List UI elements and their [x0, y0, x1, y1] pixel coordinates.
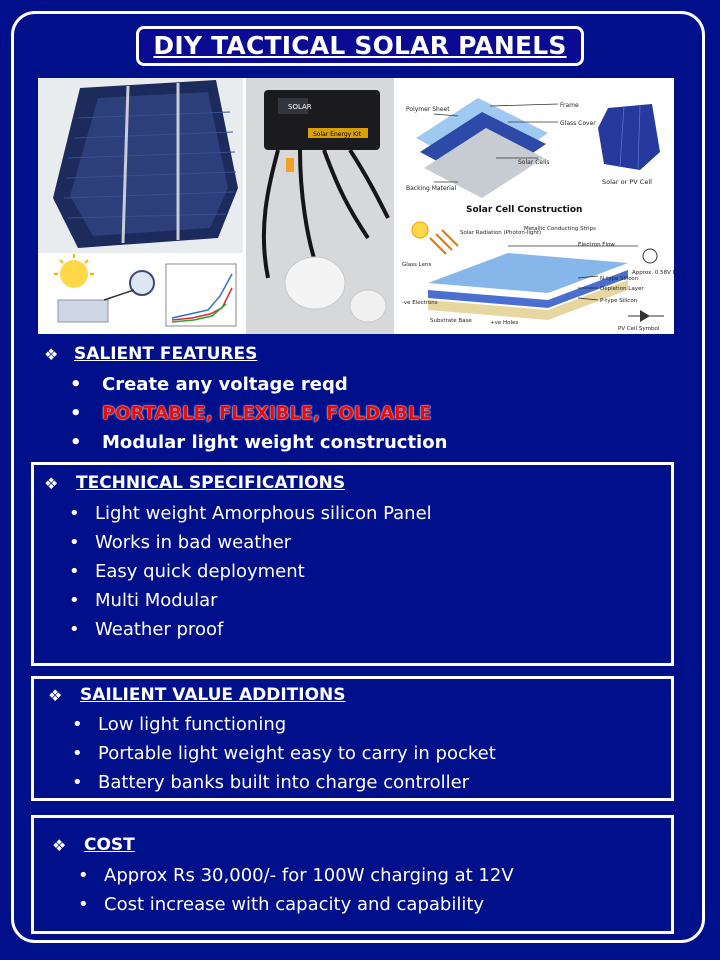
svg-text:Solar Cell Construction: Solar Cell Construction: [466, 205, 583, 215]
cost-list: [78, 861, 514, 919]
svg-text:+ve Holes: +ve Holes: [490, 320, 519, 326]
list-item: • Weather proof: [95, 615, 432, 644]
bullet-icon: •: [69, 590, 80, 611]
list-item: • Approx Rs 30,000/- for 100W charging at 12V: [104, 861, 514, 890]
bullet-icon: •: [69, 619, 80, 640]
solar-panel-layers-diagram: [398, 78, 674, 218]
svg-text:PV Cell Symbol: PV Cell Symbol: [618, 326, 660, 332]
value-additions-list: [72, 710, 496, 797]
list-item: • Low light functioning: [98, 710, 496, 739]
slide-title: DIY TACTICAL SOLAR PANELS: [136, 26, 584, 66]
diamond-bullet-icon: ❖: [44, 474, 59, 493]
technical-specifications-box: [31, 462, 674, 666]
svg-text:Metallic Conducting Strips: Metallic Conducting Strips: [524, 226, 596, 232]
list-item: • Works in bad weather: [95, 528, 432, 557]
svg-text:Solar Radiation (Photon-light): Solar Radiation (Photon-light): [460, 230, 542, 236]
salient-features-list: [70, 370, 448, 457]
svg-text:Solar Energy Kit: Solar Energy Kit: [313, 131, 362, 138]
list-item: • Portable light weight easy to carry in pocket: [98, 739, 496, 768]
bullet-icon: •: [78, 894, 89, 915]
svg-text:Substrate Base: Substrate Base: [430, 318, 472, 324]
list-item: • PORTABLE, FLEXIBLE, FOLDABLE: [102, 399, 447, 428]
svg-text:Solar or PV Cell: Solar or PV Cell: [602, 178, 652, 186]
svg-text:-ve Electrons: -ve Electrons: [402, 300, 438, 306]
bullet-icon: •: [72, 772, 83, 793]
diamond-bullet-icon: ❖: [48, 686, 63, 705]
list-item: • Create any voltage reqd: [102, 370, 447, 399]
svg-text:Depletion Layer: Depletion Layer: [600, 286, 644, 292]
value-additions-heading: SAILIENT VALUE ADDITIONS: [80, 685, 346, 705]
value-additions-box: [31, 676, 674, 801]
svg-text:Solar Cells: Solar Cells: [518, 159, 550, 166]
solar-energy-kit-image: [246, 78, 394, 334]
cost-heading: COST: [84, 835, 135, 855]
list-item: • Easy quick deployment: [95, 557, 432, 586]
bullet-icon: •: [69, 561, 80, 582]
svg-text:Glass Cover: Glass Cover: [560, 120, 596, 127]
bullet-icon: •: [70, 432, 82, 453]
list-item: • Cost increase with capacity and capability: [104, 890, 514, 919]
salient-features-heading: SALIENT FEATURES: [74, 344, 258, 364]
bullet-icon: •: [69, 532, 80, 553]
list-item: • Modular light weight construction: [102, 428, 447, 457]
diamond-bullet-icon: ❖: [52, 836, 67, 855]
solar-experiment-diagram: [38, 253, 243, 334]
svg-text:Polymer Sheet: Polymer Sheet: [406, 106, 450, 113]
svg-text:Backing Material: Backing Material: [406, 185, 457, 192]
list-item: • Battery banks built into charge controller: [98, 768, 496, 797]
technical-specifications-list: [69, 499, 432, 644]
bullet-icon: •: [69, 503, 80, 524]
solar-photo-collage: [38, 78, 681, 334]
bullet-icon: •: [70, 374, 82, 395]
svg-text:SOLAR: SOLAR: [288, 103, 312, 111]
bullet-icon: •: [78, 865, 89, 886]
svg-text:Approx. 0.58V DC: Approx. 0.58V DC: [632, 270, 681, 276]
list-item: • Light weight Amorphous silicon Panel: [95, 499, 432, 528]
bullet-icon: •: [72, 714, 83, 735]
bullet-icon: •: [72, 743, 83, 764]
diamond-bullet-icon: ❖: [44, 345, 59, 364]
svg-text:Electron Flow: Electron Flow: [578, 242, 615, 248]
svg-text:Frame: Frame: [560, 102, 579, 109]
technical-specifications-heading: TECHNICAL SPECIFICATIONS: [76, 473, 346, 493]
bullet-icon: •: [70, 403, 82, 424]
list-item: • Multi Modular: [95, 586, 432, 615]
mono-solar-cell-image: [38, 78, 243, 253]
svg-text:P-type Silicon: P-type Silicon: [600, 298, 638, 304]
pv-cell-cross-section-diagram: [398, 218, 681, 334]
svg-text:Glass Lens: Glass Lens: [402, 262, 432, 268]
svg-text:N-type Silicon: N-type Silicon: [600, 276, 639, 282]
cost-box: [31, 815, 674, 934]
